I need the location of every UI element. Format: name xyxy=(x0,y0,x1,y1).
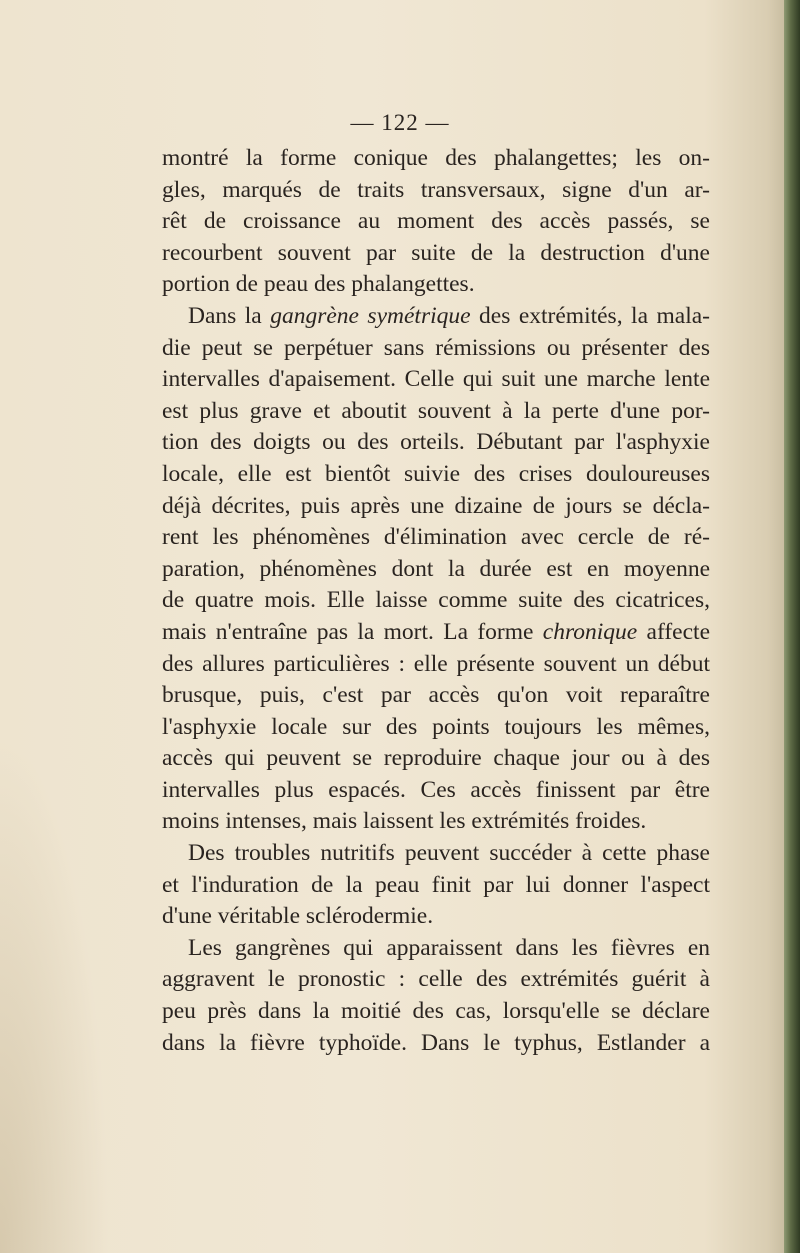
text-segment: gles, marqués de traits transversaux, signe d'un ar- xyxy=(162,176,710,203)
text-line xyxy=(162,585,710,617)
text-line xyxy=(162,491,710,523)
text-line xyxy=(162,743,710,775)
text-segment: rêt de croissance au moment des accès passés, se xyxy=(162,208,710,235)
text-line xyxy=(162,269,710,301)
body-text xyxy=(162,143,710,1059)
text-line xyxy=(162,996,710,1028)
italic-term: chronique xyxy=(542,618,638,645)
text-line xyxy=(162,206,710,238)
text-segment: peu près dans la moitié des cas, lorsqu'elle se déclare xyxy=(162,998,710,1025)
text-line xyxy=(162,775,710,807)
text-segment: accès qui peuvent se reproduire chaque jour ou à des xyxy=(162,745,710,772)
text-segment: locale, elle est bientôt suivie des crises douloureuses xyxy=(162,460,710,487)
text-segment: est plus grave et aboutit souvent à la perte d'une por- xyxy=(162,397,710,424)
text-segment: die peut se perpétuer sans rémissions ou présenter des xyxy=(162,334,710,361)
text-line xyxy=(162,143,710,175)
text-segment: mais n'entraîne pas la mort. La forme xyxy=(162,618,543,645)
text-segment: moins intenses, mais laissent les extrémités froides. xyxy=(162,808,647,835)
text-line xyxy=(162,427,710,459)
text-line xyxy=(162,301,710,333)
text-line xyxy=(162,933,710,965)
text-segment: déjà décrites, puis après une dizaine de jours se décla- xyxy=(162,492,710,519)
text-line xyxy=(162,333,710,365)
text-line xyxy=(162,617,710,649)
text-segment: recourbent souvent par suite de la destruction d'une xyxy=(162,239,710,266)
text-line xyxy=(162,364,710,396)
text-segment: d'une véritable sclérodermie. xyxy=(162,903,434,930)
page-number: — 122 — xyxy=(350,110,450,135)
text-segment: portion de peau des phalangettes. xyxy=(162,271,475,298)
text-line xyxy=(162,554,710,586)
italic-term: gangrène symétrique xyxy=(270,302,471,329)
text-line xyxy=(162,901,710,933)
text-segment: montré la forme conique des phalangettes; les on- xyxy=(162,145,710,171)
text-line xyxy=(162,459,710,491)
text-line xyxy=(162,838,710,870)
book-spine-edge xyxy=(784,0,800,1253)
text-line xyxy=(162,964,710,996)
text-line xyxy=(162,175,710,207)
text-line xyxy=(162,1028,710,1060)
text-line xyxy=(162,396,710,428)
text-segment: tion des doigts ou des orteils. Débutant par l'asphyxie xyxy=(162,429,710,456)
text-line xyxy=(162,238,710,270)
text-segment: des extrémités, la mala- xyxy=(470,302,710,329)
text-segment: aggravent le pronostic : celle des extrémités guérit à xyxy=(162,966,710,993)
text-segment: rent les phénomènes d'élimination avec cercle de ré- xyxy=(162,524,710,551)
text-segment: Les gangrènes qui apparaissent dans les fièvres en xyxy=(188,934,710,961)
text-line xyxy=(162,712,710,744)
text-segment: paration, phénomènes dont la durée est en moyenne xyxy=(162,555,710,582)
page-foxing xyxy=(0,733,110,1253)
text-line xyxy=(162,649,710,681)
text-segment: affecte xyxy=(637,618,711,645)
text-line xyxy=(162,522,710,554)
text-segment: et l'induration de la peau finit par lui donner l'aspect xyxy=(162,871,710,898)
text-segment: intervalles d'apaisement. Celle qui suit une marche lente xyxy=(162,366,710,393)
text-segment: l'asphyxie locale sur des points toujours les mêmes, xyxy=(162,713,710,740)
text-segment: brusque, puis, c'est par accès qu'on voit reparaître xyxy=(162,682,710,709)
text-segment: de quatre mois. Elle laisse comme suite des cicatrices, xyxy=(162,587,710,614)
text-segment: dans la fièvre typhoïde. Dans le typhus, Estlander a xyxy=(162,1029,710,1056)
text-segment: intervalles plus espacés. Ces accès finissent par être xyxy=(162,776,710,803)
text-line xyxy=(162,870,710,902)
text-segment: Des troubles nutritifs peuvent succéder à cette phase xyxy=(188,840,710,867)
text-line xyxy=(162,680,710,712)
text-line xyxy=(162,806,710,838)
text-segment: des allures particulières : elle présente souvent un début xyxy=(162,650,710,677)
text-segment: Dans la xyxy=(188,302,271,329)
